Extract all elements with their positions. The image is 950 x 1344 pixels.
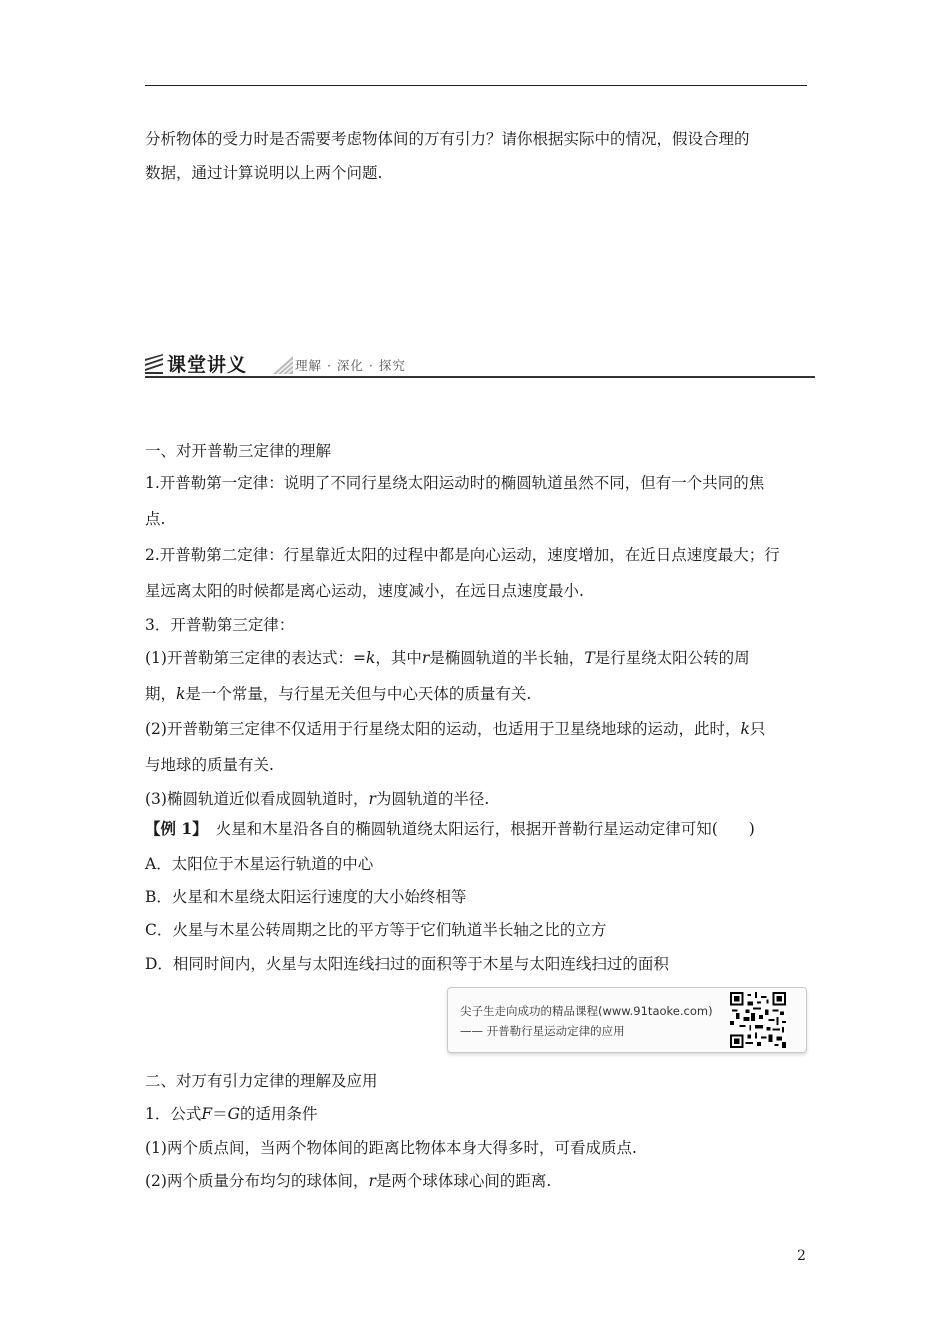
text: 是行星绕 <box>594 649 657 667</box>
text: 是一个常量，与行星无关但与中心天体的质量有关. <box>185 685 532 703</box>
text: 是两个球体球心间的距离. <box>375 1172 552 1190</box>
option-b: B．火星和木星绕太阳运行速度的大小始终相等 <box>145 888 467 906</box>
condition-1: (1)两个质点间，当两个物体间的距离比物体本身大得多时，可看成质点. <box>145 1139 637 1157</box>
example-tag: 【例 1】 <box>145 819 208 838</box>
law1-line-1: 1.开普勒第一定律：说明了不同行星绕太阳运动时的椭圆轨道虽然不同，但有一个共同的焦 <box>145 474 765 492</box>
text: (2)两个质量分布均匀的球体间， <box>145 1172 369 1190</box>
stripes-icon <box>145 354 163 374</box>
var-k: k <box>740 720 750 738</box>
example-1-stem <box>145 818 755 840</box>
var-G: G <box>227 1105 241 1123</box>
text: (1)开普勒第三定律的表达式：= <box>145 649 366 667</box>
option-c: C．火星与木星公转周期之比的平方等于它们轨道半长轴之比的立方 <box>145 921 607 939</box>
law3-sub1-line-1 <box>145 647 750 669</box>
text: ＝ <box>212 1105 228 1123</box>
text: (3)椭圆轨道近似看成圆轨道时， <box>145 790 369 808</box>
text: 1．公式 <box>145 1105 202 1123</box>
var-k: k <box>176 685 186 703</box>
var-k: k <box>365 649 376 667</box>
text: 只 <box>749 720 766 738</box>
condition-2 <box>145 1170 551 1192</box>
text: 为圆轨道的半径. <box>375 790 490 808</box>
var-F: F <box>201 1105 213 1123</box>
text: (2)开普勒第三定律不仅适用于行星绕太阳的运动，也适用于卫星绕地球的运动，此时， <box>145 720 741 738</box>
intro-line-1: 分析物体的受力时是否需要考虑物体间的万有引力？请你根据实际中的情况，假设合理的 <box>145 130 750 148</box>
var-r: r <box>421 649 430 667</box>
option-d: D．相同时间内，火星与太阳连线扫过的面积等于木星与太阳连线扫过的面积 <box>145 955 669 973</box>
text: 期， <box>145 685 177 703</box>
header-rule <box>145 85 807 86</box>
video-card-title: 尖子生走向成功的精品课程(www.91taoke.com) <box>460 1004 713 1018</box>
page-number: 2 <box>797 1248 806 1264</box>
law2-line-2a: 星远离太阳的时候都是离心运动，速度减小， <box>145 582 456 600</box>
law3-heading: 3．开普勒第三定律： <box>145 616 295 634</box>
banner-subtitle: 理解 · 深化 · 探究 <box>295 358 406 373</box>
formula-line <box>145 1103 318 1125</box>
law3-sub2-line-2: 与地球的质量有关. <box>145 756 274 774</box>
law2-line-1: 2.开普勒第二定律：行星靠近太阳的过程中都是向心运动，速度增加，在近日点速度最大；行 <box>145 546 780 564</box>
banner-rule <box>145 376 815 378</box>
var-r: r <box>368 1172 376 1190</box>
text: 太阳公转的周 <box>656 649 750 667</box>
law3-sub1-line-2 <box>145 683 531 705</box>
video-card-subtitle: —— 开普勒行星运动定律的应用 <box>460 1024 625 1038</box>
law3-sub3 <box>145 788 489 810</box>
law2-line-2b: 在远日点速度最小. <box>455 582 584 600</box>
var-T: T <box>584 649 595 667</box>
qr-code-icon <box>730 992 786 1048</box>
law2-line-2 <box>145 580 584 602</box>
intro-line-2: 数据，通过计算说明以上两个问题. <box>145 164 383 182</box>
law1-line-2: 点. <box>145 510 166 528</box>
text: ，其中 <box>375 649 422 667</box>
triangle-icon <box>273 356 293 374</box>
section2-heading: 二、对万有引力定律的理解及应用 <box>145 1072 378 1090</box>
section-banner <box>145 350 815 380</box>
banner-title: 课堂讲义 <box>167 354 248 376</box>
var-r: r <box>368 790 376 808</box>
section1-heading: 一、对开普勒三定律的理解 <box>145 442 332 460</box>
text: 的适用条件 <box>240 1105 318 1123</box>
option-a: A．太阳位于木星运行轨道的中心 <box>145 855 374 873</box>
text: 是椭圆轨道的半长轴， <box>429 649 585 667</box>
example-question: 火星和木星沿各自的椭圆轨道绕太阳运行，根据开普勒行星运动定律可知( ) <box>215 820 755 838</box>
law3-sub2-line-1 <box>145 718 765 740</box>
video-link-card[interactable] <box>447 987 807 1053</box>
